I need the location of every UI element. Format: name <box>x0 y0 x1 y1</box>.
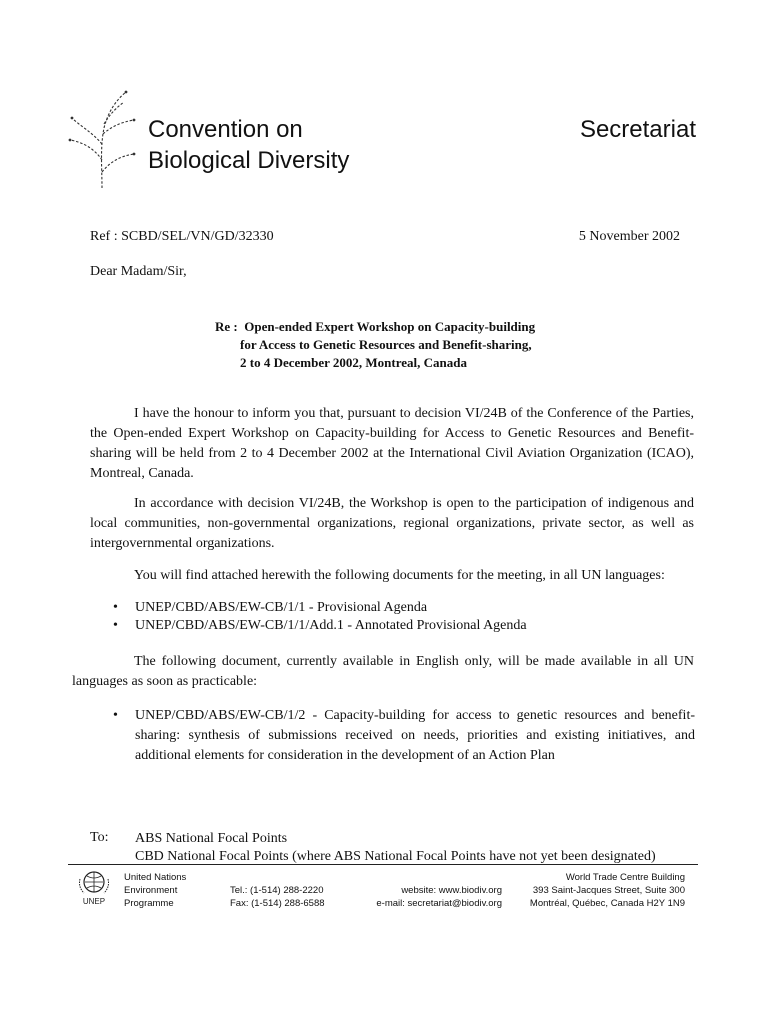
body-paragraph-2 <box>90 494 694 554</box>
footer-contact <box>352 884 502 910</box>
paragraph-3-text: You will find attached herewith the following documents for the meeting, in all UN languages: <box>134 568 665 583</box>
footer-addr-line3: Montréal, Québec, Canada H2Y 1N9 <box>529 898 685 909</box>
paragraph-2-text: In accordance with decision VI/24B, the Workshop is open to the participation of indigenous and local communities, non-governmental organizations, regional organizations, private sector, as well as intergovernmental organizations. <box>90 496 694 551</box>
footer-tel: Tel.: (1-514) 288-2220 <box>230 885 324 896</box>
addressee-line2: CBD National Focal Points (where ABS National Focal Points have not yet been designated) <box>135 849 656 864</box>
addressees <box>135 830 656 866</box>
document-list-1 <box>113 599 695 635</box>
subject-block <box>215 318 535 372</box>
footer-addr-line2: 393 Saint-Jacques Street, Suite 300 <box>532 885 685 896</box>
list-item: • UNEP/CBD/ABS/EW-CB/1/1 - Provisional Agenda <box>113 599 695 617</box>
list-item: • UNEP/CBD/ABS/EW-CB/1/2 - Capacity-building for access to genetic resources and benefit-sharing: synthesis of submissions received on needs, priorities and existing initiatives, and additional elements for consideration in the development of an Action Plan <box>113 706 695 766</box>
secretariat-heading: Secretariat <box>579 116 696 143</box>
footer-org-line1: United Nations <box>124 872 187 883</box>
organization-title <box>148 114 349 176</box>
footer-divider <box>68 864 698 865</box>
cbd-plant-logo-icon <box>64 88 142 192</box>
body-paragraph-4 <box>72 652 694 692</box>
subject-prefix: Re : <box>215 319 238 334</box>
footer-website[interactable]: website: www.biodiv.org <box>401 885 502 896</box>
footer-org-line2: Environment <box>124 885 178 896</box>
letter-date: 5 November 2002 <box>578 229 680 244</box>
document-list-2 <box>113 706 695 766</box>
footer-address <box>508 871 685 910</box>
footer-email[interactable]: e-mail: secretariat@biodiv.org <box>376 898 502 909</box>
list-item: • UNEP/CBD/ABS/EW-CB/1/1/Add.1 - Annotated Provisional Agenda <box>113 617 695 635</box>
body-paragraph-3 <box>90 566 696 586</box>
footer-organization <box>124 871 186 910</box>
unep-globe-logo-icon <box>76 869 112 907</box>
subject-line3: 2 to 4 December 2002, Montreal, Canada <box>240 355 467 370</box>
subject-line2: for Access to Genetic Resources and Benefit-sharing, <box>240 337 532 352</box>
org-title-line1: Convention on <box>148 116 303 143</box>
paragraph-4-text: The following document, currently available in English only, will be made available in all UN languages as soon as practicable: <box>72 654 694 689</box>
footer-org-line3: Programme <box>124 898 174 909</box>
unep-logo-text: UNEP <box>82 897 106 906</box>
salutation: Dear Madam/Sir, <box>90 264 187 279</box>
addressee-line1: ABS National Focal Points <box>135 831 288 846</box>
subject-line1: Open-ended Expert Workshop on Capacity-building <box>244 319 536 334</box>
org-title-line2: Biological Diversity <box>148 147 350 174</box>
body-paragraph-1 <box>90 404 694 484</box>
to-label: To: <box>90 830 109 845</box>
reference-number: Ref : SCBD/SEL/VN/GD/32330 <box>90 229 274 244</box>
footer-fax: Fax: (1-514) 288-6588 <box>230 898 325 909</box>
footer-addr-line1: World Trade Centre Building <box>565 872 685 883</box>
footer-phone <box>230 884 325 910</box>
paragraph-1-text: I have the honour to inform you that, pursuant to decision VI/24B of the Conference of the Parties, the Open-ended Expert Workshop on Capacity-building for Access to Genetic Resources and Benefit-sharing will be held from 2 to 4 December 2002 at the International Civil Aviation Organization (ICAO), Montreal, Canada. <box>90 406 694 481</box>
